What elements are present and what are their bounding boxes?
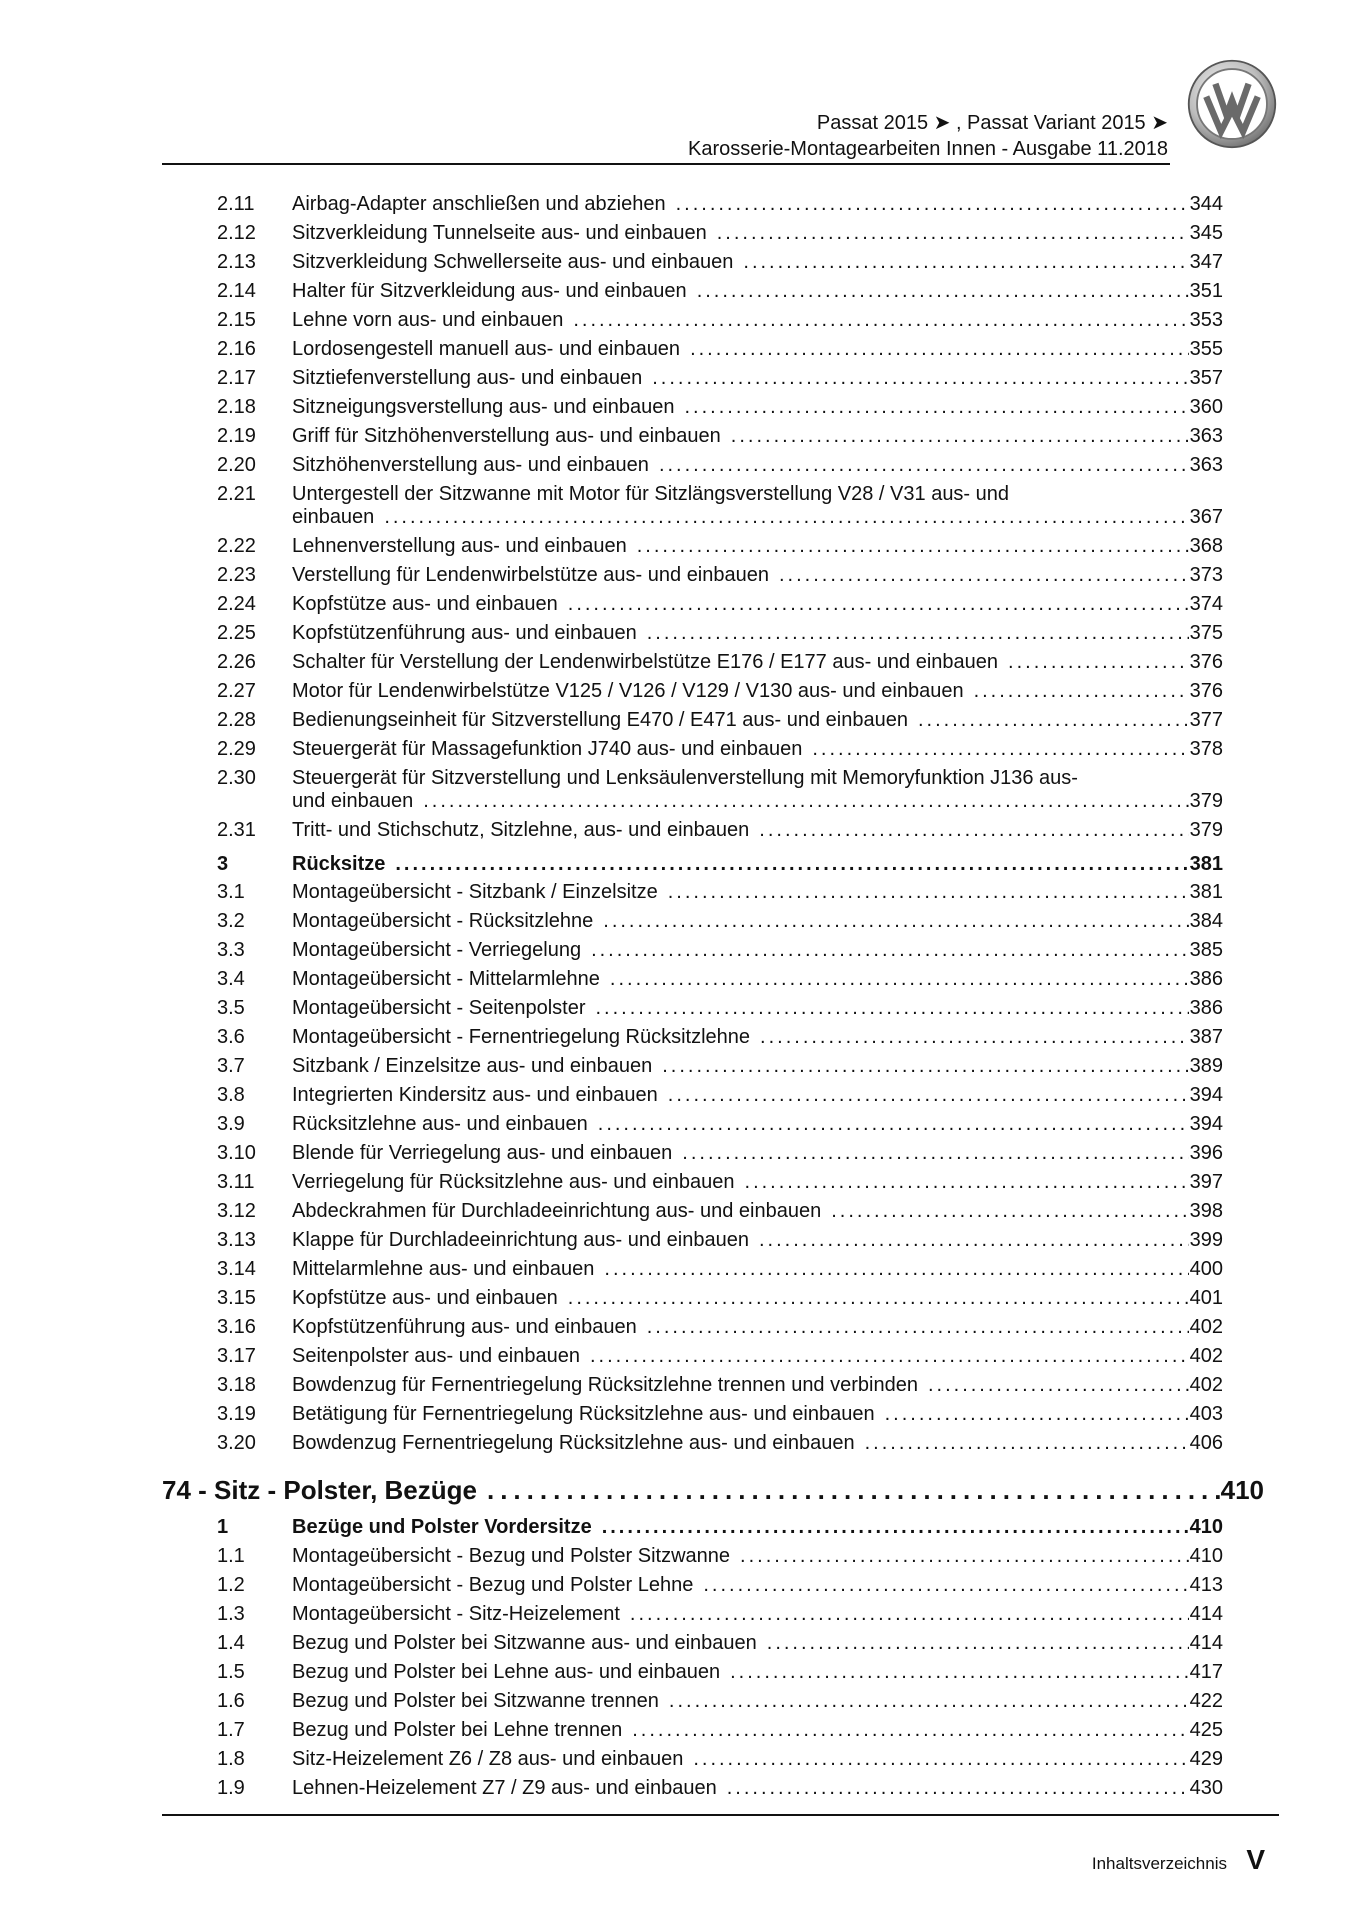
toc-number: 2.26 — [217, 651, 256, 673]
toc-title: Integrierten Kindersitz aus- und einbauen — [292, 1084, 658, 1106]
toc-page: 357 — [1189, 367, 1223, 389]
toc-page: 402 — [1189, 1374, 1223, 1396]
toc-number: 2.27 — [217, 680, 256, 702]
toc-leader — [622, 1716, 1189, 1744]
toc-page: 351 — [1189, 280, 1223, 302]
toc-number: 2.12 — [217, 222, 256, 244]
toc-leader — [477, 1473, 1221, 1507]
toc-page: 375 — [1189, 622, 1223, 644]
toc-title: Schalter für Verstellung der Lendenwirbelstütze E176 / E177 aus- und einbauen — [292, 651, 999, 673]
toc-entry[interactable] — [162, 590, 1262, 619]
toc-leader — [908, 706, 1189, 734]
toc-number: 2.22 — [217, 535, 256, 557]
toc-title: Bezug und Polster bei Sitzwanne aus- und einbauen — [292, 1632, 757, 1654]
toc-entry[interactable] — [162, 277, 1262, 306]
toc-page: 379 — [1189, 819, 1223, 841]
header-model-line: Passat 2015 ➤ , Passat Variant 2015 ➤ — [816, 112, 1168, 134]
toc-entry[interactable] — [162, 1658, 1262, 1687]
toc-entry[interactable] — [162, 936, 1262, 965]
toc-leader — [675, 393, 1190, 421]
toc-number: 3.8 — [217, 1084, 245, 1106]
toc-title: Mittelarmlehne aus- und einbauen — [292, 1258, 595, 1280]
toc-title: Airbag-Adapter anschließen und abziehen — [292, 193, 666, 215]
toc-entry[interactable] — [162, 1371, 1262, 1400]
toc-leader — [802, 735, 1189, 763]
toc-number: 2.15 — [217, 309, 256, 331]
toc-number: 1 — [217, 1516, 229, 1538]
toc-number: 3.3 — [217, 939, 245, 961]
toc-title: Sitzhöhenverstellung aus- und einbauen — [292, 454, 649, 476]
toc-entry[interactable] — [162, 735, 1262, 764]
toc-title: Sitzverkleidung Schwellerseite aus- und einbauen — [292, 251, 734, 273]
toc-title: Montageübersicht - Bezug und Polster Sitzwanne — [292, 1545, 731, 1567]
toc-leader — [637, 619, 1189, 647]
toc-title: Verstellung für Lendenwirbelstütze aus- und einbauen — [292, 564, 769, 586]
toc-page: 381 — [1189, 853, 1223, 875]
toc-entry[interactable] — [162, 1429, 1262, 1458]
toc-number: 3.19 — [217, 1403, 256, 1425]
toc-page: 413 — [1189, 1574, 1223, 1596]
toc-leader — [374, 503, 1189, 531]
toc-leader — [600, 965, 1189, 993]
toc-title: Sitztiefenverstellung aus- und einbauen — [292, 367, 643, 389]
toc-number: 2.14 — [217, 280, 256, 302]
toc-number: 1.4 — [217, 1632, 245, 1654]
toc-entry[interactable] — [162, 1197, 1262, 1226]
toc-title: Sitzbank / Einzelsitze aus- und einbauen — [292, 1055, 653, 1077]
toc-page: 386 — [1189, 968, 1223, 990]
toc-page: 401 — [1189, 1287, 1223, 1309]
toc-leader — [620, 1600, 1189, 1628]
toc-leader — [757, 1629, 1189, 1657]
toc-entry[interactable] — [162, 1571, 1262, 1600]
toc-number: 3.6 — [217, 1026, 245, 1048]
toc-page: 386 — [1189, 997, 1223, 1019]
toc-leader — [659, 1687, 1189, 1715]
toc-title: Motor für Lendenwirbelstütze V125 / V126 / V129 / V130 aus- und einbauen — [292, 680, 964, 702]
toc-page: 384 — [1189, 910, 1223, 932]
toc-page: 373 — [1189, 564, 1223, 586]
toc-title: Montageübersicht - Verriegelung — [292, 939, 582, 961]
toc-leader — [875, 1400, 1189, 1428]
toc-title: Lehnenverstellung aus- und einbauen — [292, 535, 627, 557]
toc-page: 381 — [1189, 881, 1223, 903]
toc-title: Sitz-Heizelement Z6 / Z8 aus- und einbauen — [292, 1748, 684, 1770]
toc-leader — [594, 1255, 1189, 1283]
toc-number: 2.19 — [217, 425, 256, 447]
toc-page: 368 — [1189, 535, 1223, 557]
toc-page: 347 — [1189, 251, 1223, 273]
toc-page: 402 — [1189, 1316, 1223, 1338]
toc-entry[interactable] — [162, 480, 1262, 532]
toc-number: 2.25 — [217, 622, 256, 644]
toc-entry[interactable] — [162, 1745, 1262, 1774]
toc-number: 3.12 — [217, 1200, 256, 1222]
toc-chapter-entry[interactable] — [162, 1513, 1262, 1542]
toc-entry[interactable] — [162, 1313, 1262, 1342]
toc-leader — [642, 364, 1189, 392]
toc-group-entry[interactable] — [162, 1473, 1262, 1509]
toc-leader — [666, 190, 1189, 218]
header-divider — [162, 163, 1170, 165]
toc-number: 2.16 — [217, 338, 256, 360]
toc-title: Bedienungseinheit für Sitzverstellung E470 / E471 aus- und einbauen — [292, 709, 908, 731]
toc-title: Halter für Sitzverkleidung aus- und einbauen — [292, 280, 687, 302]
toc-page: 403 — [1189, 1403, 1223, 1425]
toc-leader — [413, 787, 1189, 815]
toc-leader — [733, 248, 1189, 276]
toc-title: Kopfstützenführung aus- und einbauen — [292, 1316, 637, 1338]
toc-leader — [750, 1023, 1189, 1051]
toc-number: 3.11 — [217, 1171, 255, 1193]
toc-title: Bowdenzug Fernentriegelung Rücksitzlehne aus- und einbauen — [292, 1432, 855, 1454]
toc-leader — [918, 1371, 1189, 1399]
toc-entry[interactable] — [162, 1255, 1262, 1284]
toc-title: Lehnen-Heizelement Z7 / Z9 aus- und einbauen — [292, 1777, 717, 1799]
toc-entry[interactable] — [162, 1542, 1262, 1571]
toc-number: 1.3 — [217, 1603, 245, 1625]
toc-number: 1.2 — [217, 1574, 245, 1596]
toc-title: Bowdenzug für Fernentriegelung Rücksitzlehne trennen und verbinden — [292, 1374, 918, 1396]
toc-page: 376 — [1189, 680, 1223, 702]
toc-title: Bezug und Polster bei Lehne trennen — [292, 1719, 623, 1741]
toc-entry[interactable] — [162, 816, 1262, 845]
toc-page: 414 — [1189, 1603, 1223, 1625]
toc-leader — [707, 219, 1189, 247]
toc-leader — [658, 878, 1189, 906]
toc-number: 1.5 — [217, 1661, 245, 1683]
toc-leader — [721, 422, 1189, 450]
toc-page: 410 — [1189, 1545, 1223, 1567]
toc-page: 363 — [1189, 425, 1223, 447]
toc-entry[interactable] — [162, 1687, 1262, 1716]
toc-leader — [592, 1513, 1189, 1541]
toc-title: Montageübersicht - Bezug und Polster Lehne — [292, 1574, 694, 1596]
toc-leader — [581, 936, 1189, 964]
toc-entry[interactable] — [162, 561, 1262, 590]
toc-entry[interactable] — [162, 306, 1262, 335]
toc-leader — [693, 1571, 1189, 1599]
toc-entry[interactable] — [162, 907, 1262, 936]
toc-entry[interactable] — [162, 1400, 1262, 1429]
toc-page: 344 — [1189, 193, 1223, 215]
toc-entry[interactable] — [162, 965, 1262, 994]
toc-entry[interactable] — [162, 219, 1262, 248]
toc-title: Steuergerät für Massagefunktion J740 aus- und einbauen — [292, 738, 803, 760]
toc-chapter-entry[interactable] — [162, 850, 1262, 879]
toc-entry[interactable] — [162, 1774, 1262, 1803]
toc-page: 385 — [1189, 939, 1223, 961]
toc-leader — [749, 1226, 1189, 1254]
toc-title: Griff für Sitzhöhenverstellung aus- und einbauen — [292, 425, 721, 447]
toc-page: 360 — [1189, 396, 1223, 418]
toc-title: Kopfstütze aus- und einbauen — [292, 593, 558, 615]
toc-title: Seitenpolster aus- und einbauen — [292, 1345, 580, 1367]
toc-entry[interactable] — [162, 878, 1262, 907]
toc-entry[interactable] — [162, 1052, 1262, 1081]
toc-title: 74 - Sitz - Polster, Bezüge — [162, 1475, 477, 1505]
toc-number: 1.7 — [217, 1719, 245, 1741]
toc-page: 410 — [1189, 1516, 1223, 1538]
toc-leader — [593, 907, 1189, 935]
toc-title-continued: einbauen — [292, 506, 375, 528]
toc-leader — [720, 1658, 1189, 1686]
toc-number: 2.21 — [217, 483, 256, 505]
toc-entry[interactable] — [162, 1629, 1262, 1658]
toc-number: 3 — [217, 853, 229, 875]
toc-number: 2.29 — [217, 738, 256, 760]
toc-page: 397 — [1189, 1171, 1223, 1193]
toc-page: 402 — [1189, 1345, 1223, 1367]
page-header — [162, 108, 1279, 163]
toc-number: 2.23 — [217, 564, 256, 586]
toc-page: 363 — [1189, 454, 1223, 476]
toc-number: 2.30 — [217, 767, 256, 789]
toc-entry[interactable] — [162, 648, 1262, 677]
toc-title-continued: und einbauen — [292, 790, 414, 812]
toc-page: 425 — [1189, 1719, 1223, 1741]
toc-page: 389 — [1189, 1055, 1223, 1077]
toc-entry[interactable] — [162, 393, 1262, 422]
toc-title: Steuergerät für Sitzverstellung und Lenksäulenverstellung mit Memoryfunktion J136 aus- — [292, 767, 1078, 789]
toc-leader — [998, 648, 1189, 676]
toc-number: 3.1 — [217, 881, 245, 903]
toc-page: 414 — [1189, 1632, 1223, 1654]
toc-title: Sitzneigungsverstellung aus- und einbauen — [292, 396, 675, 418]
vw-logo-icon — [1186, 58, 1278, 150]
toc-entry[interactable] — [162, 1600, 1262, 1629]
toc-leader — [558, 1284, 1189, 1312]
toc-number: 2.24 — [217, 593, 256, 615]
toc-entry[interactable] — [162, 422, 1262, 451]
toc-page: 430 — [1189, 1777, 1223, 1799]
toc-entry[interactable] — [162, 1342, 1262, 1371]
toc-entry[interactable] — [162, 364, 1262, 393]
toc-number: 3.10 — [217, 1142, 256, 1164]
toc-leader — [586, 994, 1190, 1022]
toc-leader — [680, 335, 1189, 363]
toc-title: Montageübersicht - Rücksitzlehne — [292, 910, 594, 932]
toc-number: 2.13 — [217, 251, 256, 273]
toc-entry[interactable] — [162, 706, 1262, 735]
toc-entry[interactable] — [162, 994, 1262, 1023]
toc-number: 3.16 — [217, 1316, 256, 1338]
toc-title: Lordosengestell manuell aus- und einbauen — [292, 338, 681, 360]
footer-page-number: V — [1246, 1844, 1265, 1875]
toc-entry[interactable] — [162, 1023, 1262, 1052]
header-edition-line: Karosserie-Montagearbeiten Innen - Ausgabe 11.2018 — [688, 138, 1168, 160]
toc-number: 3.20 — [217, 1432, 256, 1454]
toc-leader — [558, 590, 1189, 618]
toc-title: Blende für Verriegelung aus- und einbauen — [292, 1142, 673, 1164]
toc-page: 417 — [1189, 1661, 1223, 1683]
toc-page: 376 — [1189, 651, 1223, 673]
toc-title: Bezüge und Polster Vordersitze — [292, 1516, 592, 1538]
toc-leader — [749, 816, 1189, 844]
toc-page: 422 — [1189, 1690, 1223, 1712]
toc-title: Montageübersicht - Sitz-Heizelement — [292, 1603, 620, 1625]
toc-page: 367 — [1189, 506, 1223, 528]
toc-entry[interactable] — [162, 1284, 1262, 1313]
toc-entry[interactable] — [162, 532, 1262, 561]
toc-number: 3.14 — [217, 1258, 256, 1280]
toc-title: Bezug und Polster bei Lehne aus- und einbauen — [292, 1661, 721, 1683]
toc-title: Klappe für Durchladeeinrichtung aus- und einbauen — [292, 1229, 749, 1251]
toc-number: 1.8 — [217, 1748, 245, 1770]
toc-title: Kopfstützenführung aus- und einbauen — [292, 622, 637, 644]
toc-entry[interactable] — [162, 1081, 1262, 1110]
toc-number: 1.9 — [217, 1777, 245, 1799]
toc-entry[interactable] — [162, 1139, 1262, 1168]
toc-entry[interactable] — [162, 1716, 1262, 1745]
toc-title: Kopfstütze aus- und einbauen — [292, 1287, 558, 1309]
toc-entry[interactable] — [162, 335, 1262, 364]
toc-title: Abdeckrahmen für Durchladeeinrichtung aus- und einbauen — [292, 1200, 822, 1222]
toc-leader — [637, 1313, 1189, 1341]
toc-entry[interactable] — [162, 1226, 1262, 1255]
toc-page: 398 — [1189, 1200, 1223, 1222]
toc-page: 394 — [1189, 1084, 1223, 1106]
toc-number: 3.5 — [217, 997, 245, 1019]
toc-title: Montageübersicht - Seitenpolster — [292, 997, 586, 1019]
footer-divider — [162, 1814, 1279, 1816]
toc-page: 374 — [1189, 593, 1223, 615]
toc-title: Montageübersicht - Mittelarmlehne — [292, 968, 600, 990]
toc-leader — [563, 306, 1189, 334]
toc-leader — [717, 1774, 1189, 1802]
toc-entry[interactable] — [162, 619, 1262, 648]
toc-leader — [769, 561, 1189, 589]
toc-entry[interactable] — [162, 451, 1262, 480]
toc-leader — [855, 1429, 1189, 1457]
toc-number: 2.28 — [217, 709, 256, 731]
toc-page: 353 — [1189, 309, 1223, 331]
toc-title: Montageübersicht - Fernentriegelung Rücksitzlehne — [292, 1026, 751, 1048]
toc-title: Sitzverkleidung Tunnelseite aus- und einbauen — [292, 222, 707, 244]
toc-leader — [683, 1745, 1189, 1773]
toc-leader — [580, 1342, 1189, 1370]
toc-entry[interactable] — [162, 248, 1262, 277]
toc-leader — [588, 1110, 1189, 1138]
toc-number: 2.11 — [217, 193, 255, 215]
toc-number: 3.15 — [217, 1287, 256, 1309]
toc-number: 3.13 — [217, 1229, 256, 1251]
toc-page: 378 — [1189, 738, 1223, 760]
toc-title: Montageübersicht - Sitzbank / Einzelsitze — [292, 881, 658, 903]
toc-page: 400 — [1189, 1258, 1223, 1280]
toc-number: 2.20 — [217, 454, 256, 476]
toc-entry[interactable] — [162, 1110, 1262, 1139]
toc-number: 2.31 — [217, 819, 256, 841]
toc-title: Verriegelung für Rücksitzlehne aus- und einbauen — [292, 1171, 735, 1193]
toc-number: 3.7 — [217, 1055, 245, 1077]
toc-title: Tritt- und Stichschutz, Sitzlehne, aus- und einbauen — [292, 819, 750, 841]
toc-page: 377 — [1189, 709, 1223, 731]
toc-leader — [730, 1542, 1189, 1570]
footer-section-label: Inhaltsverzeichnis — [1091, 1854, 1227, 1873]
toc-leader — [385, 850, 1189, 878]
toc-number: 2.18 — [217, 396, 256, 418]
toc-page: 394 — [1189, 1113, 1223, 1135]
toc-number: 1.6 — [217, 1690, 245, 1712]
toc-entry[interactable] — [162, 1168, 1262, 1197]
toc-leader — [627, 532, 1189, 560]
toc-page: 406 — [1189, 1432, 1223, 1454]
toc-page: 379 — [1189, 790, 1223, 812]
toc-number: 3.9 — [217, 1113, 245, 1135]
toc-page: 387 — [1189, 1026, 1223, 1048]
toc-title: Rücksitzlehne aus- und einbauen — [292, 1113, 588, 1135]
toc-page: 355 — [1189, 338, 1223, 360]
toc-title: Rücksitze — [292, 853, 386, 875]
toc-page: 396 — [1189, 1142, 1223, 1164]
toc-leader — [821, 1197, 1189, 1225]
toc-leader — [672, 1139, 1189, 1167]
toc-leader — [735, 1168, 1189, 1196]
toc-entry[interactable] — [162, 764, 1262, 816]
toc-entry[interactable] — [162, 190, 1262, 219]
toc-title: Betätigung für Fernentriegelung Rücksitzlehne aus- und einbauen — [292, 1403, 875, 1425]
toc-leader — [649, 451, 1189, 479]
toc-title: Untergestell der Sitzwanne mit Motor für Sitzlängsverstellung V28 / V31 aus- und — [292, 483, 1010, 505]
toc-page: 410 — [1220, 1475, 1264, 1505]
toc-leader — [658, 1081, 1189, 1109]
toc-leader — [652, 1052, 1189, 1080]
toc-title: Bezug und Polster bei Sitzwanne trennen — [292, 1690, 659, 1712]
toc-page: 345 — [1189, 222, 1223, 244]
toc-number: 3.4 — [217, 968, 245, 990]
toc-entry[interactable] — [162, 677, 1262, 706]
toc-number: 2.17 — [217, 367, 256, 389]
toc-page: 429 — [1189, 1748, 1223, 1770]
toc-number: 3.2 — [217, 910, 245, 932]
toc-number: 3.18 — [217, 1374, 256, 1396]
toc-leader — [687, 277, 1189, 305]
toc-leader — [964, 677, 1189, 705]
toc-title: Lehne vorn aus- und einbauen — [292, 309, 564, 331]
toc-number: 1.1 — [217, 1545, 245, 1567]
toc-number: 3.17 — [217, 1345, 256, 1367]
toc-page: 399 — [1189, 1229, 1223, 1251]
